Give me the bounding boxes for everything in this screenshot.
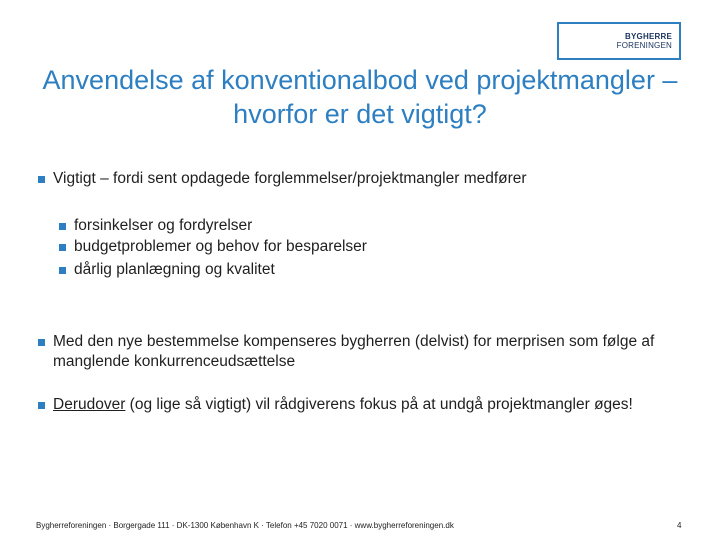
footer-text: Bygherreforeningen · Borgergade 111 · DK-1300 København K · Telefon +45 7020 0071 · www.bygherreforeningen.dk xyxy=(36,521,454,530)
bullet-2-text xyxy=(53,332,654,372)
page-number: 4 xyxy=(677,521,682,530)
sub-bullet-3-text: dårlig planlægning og kvalitet xyxy=(74,261,275,278)
bullet-square-icon xyxy=(38,402,45,409)
bullet-square-icon xyxy=(59,223,66,230)
bullet-2-line-2: manglende konkurrenceudsættelse xyxy=(53,353,296,370)
sub-bullet-2-text: budgetproblemer og behov for besparelser xyxy=(74,238,367,255)
logo xyxy=(557,22,681,60)
bullet-square-icon xyxy=(38,176,45,183)
bullet-3-underlined: Derudover xyxy=(53,396,126,413)
logo-line-2: FORENINGEN xyxy=(616,41,672,50)
bullet-3-text xyxy=(53,395,633,415)
bullet-2 xyxy=(38,332,678,372)
bullet-square-icon xyxy=(38,339,45,346)
slide-title: Anvendelse af konventionalbod ved projektmangler – hvorfor er det vigtigt? xyxy=(42,65,678,129)
bullet-1 xyxy=(38,169,678,189)
sub-bullet-1 xyxy=(59,216,659,236)
sub-bullet-2 xyxy=(59,237,659,257)
bullet-3-rest: (og lige så vigtigt) vil rådgiverens fokus på at undgå projektmangler øges! xyxy=(125,396,633,413)
bullet-square-icon xyxy=(59,267,66,274)
bullet-3 xyxy=(38,395,678,415)
bullet-square-icon xyxy=(59,244,66,251)
sub-bullet-3 xyxy=(59,260,659,280)
sub-bullet-1-text: forsinkelser og fordyrelser xyxy=(74,217,253,234)
logo-line-1: BYGHERRE xyxy=(625,32,672,41)
bullet-1-text: Vigtigt – fordi sent opdagede forglemmelser/projektmangler medfører xyxy=(53,170,527,187)
bullet-2-line-1: Med den nye bestemmelse kompenseres bygherren (delvist) for merprisen som følge af xyxy=(53,333,655,350)
